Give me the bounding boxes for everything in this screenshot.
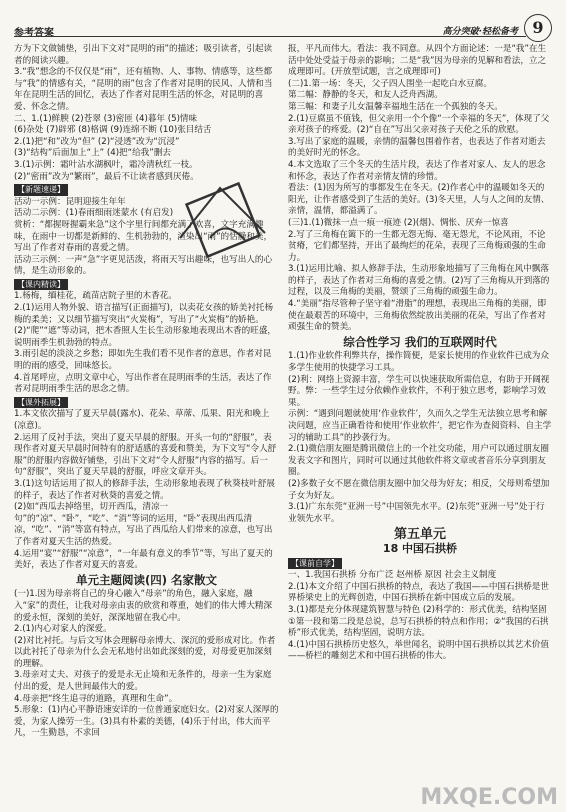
answer-text: 活动二示例：(1)春雨细雨迷蒙水 (有启发) bbox=[14, 208, 174, 219]
answer-text: 第二幅：静静的冬天，和友人泛舟西湖。 bbox=[288, 90, 443, 101]
section-label: 【课前自学】 bbox=[288, 558, 342, 570]
answer-text: 5.形象：(1)内心平静语速安详的一位普通家庭妇女。(2)对家人深厚的爱，为家人操劳一生。(3)具有朴素的美德，(4)乐于付出，伟大而平凡，一生勤恳，不求回 bbox=[14, 705, 279, 739]
page-number: 9 bbox=[524, 14, 552, 42]
answer-text: (2)“密雨”改为“繁雨”，最后不让读者感到厌倦。 bbox=[14, 171, 199, 182]
answer-text: (3)“结构”后面加上“上” (4)把“给我”删去 bbox=[14, 148, 171, 159]
answer-text: 3.雨引起的淡淡之乡愁；即如先生我们看不见作者的意思，作者对昆明的雨的感受，回味悠长。 bbox=[14, 349, 272, 372]
answer-text: (2)利：网络上资源丰富，学生可以快速获取所需信息，有助于开阔视野。弊：一些学生过分依赖作业软件，不利于独立思考，影响学习效果。 bbox=[288, 374, 550, 408]
watermark: MXQE.COM bbox=[420, 785, 558, 810]
page-header bbox=[0, 0, 566, 40]
answer-text: 4.(1)中国石拱桥历史悠久，举世闻名，说明中国石拱桥以其艺术价值——桥栏的雕刻艺术和中国石拱桥的伟大。 bbox=[288, 639, 549, 662]
unit-heading: 第五单元 bbox=[393, 527, 446, 543]
header-left-title: 参考答案 bbox=[14, 28, 54, 39]
answer-text: 2.(1)豆腐虽不值钱，但父亲用一个个像“一个幸福的冬天”，体现了父亲对孩子的疼爱。(2)“自在”写出父亲对孩子天伦之乐的欣慰。 bbox=[288, 113, 550, 136]
stamp-seal bbox=[165, 178, 283, 260]
answer-text: 1.(1)作业软件利弊共存，操作简便，是家长使用的作业软件已成为众多学生使用的快捷学习工具。 bbox=[288, 351, 549, 374]
answer-text: 4.本文选取了三个冬天的生活片段，表达了作者对家人、友人的思念和怀念，表达了作者对亲情友情的珍惜。 bbox=[288, 159, 546, 182]
answer-text: 2.(1)运用人物外貌、语言描写(正面描写)，以卖花女孩的娇美衬托杨梅的柔美；又以细节描写突出“火炭梅”，写出了“火炭梅”的娇艳。 bbox=[14, 303, 274, 325]
answer-text: 示例：“遇到问题就使用‘作业软件’，久而久之学生无法独立思考和解决问题，应当正确看待和使用‘作业软件’，把它作为查阅资料、自主学习的辅助工具”的抄袭行为。 bbox=[288, 409, 552, 443]
answer-text: 2.(1)本文介绍了中国石拱桥的特点，表达了我国——中国石拱桥是世界桥梁史上的光辉创造，中国石拱桥在新中国成立后的发展。 bbox=[288, 581, 549, 604]
answer-text: (2)如“西瓜去掉络里，切开西瓜，清凉一句”的“凉”、“卧”，“吃”、“消”等词的运用，“卧”表现出西瓜清凉，“吃”、“消”等富有特点，写出了西瓜给人们带来的凉意，也写出了作者对夏天生活的热爱。 bbox=[14, 502, 273, 547]
answer-text: 3.(1)示例：霜叶沾水湖枫叶，霜冷清秋红一枝。 bbox=[14, 159, 198, 170]
answer-text: 方为下文做铺垫，引出下文对“昆明的雨”的描述；吸引读者，引起读者的阅读兴趣。 bbox=[14, 44, 273, 66]
answer-text: 3.写出了家庭的温暖，亲情的温馨包围着作者，也表达了作者对逝去的美好时光的怀念。 bbox=[288, 136, 546, 159]
answer-text: (2)对比衬托。与后文写体会理解母亲博大、深沉的爱形成对比。作者以此衬托了母亲为什么会无私地付出如此深刻的爱，对母爱更加深刻的理解。 bbox=[14, 635, 276, 669]
answer-text: 报，平凡而伟大。看法：我不同意。从四个方面论述：一是“我”在生活中处处受益于母亲的影响；二是“我”因为母亲的见解和看法，立之成理即可。(开放型试题，言之成理即可) bbox=[288, 44, 547, 78]
answer-text: 3.母亲对丈夫、对孩子的爱是永无止境和无条件的，母亲一生为家庭付出的爱，是人世间最伟大的爱。 bbox=[14, 670, 272, 693]
answer-text: 2.写了三角梅在篱下的一生都无怨无悔、毫无怨尤，不论风雨，不论贫瘠，它们都坚持，开出了最绚烂的花朵，表现了三角梅顽强的生命力。 bbox=[288, 229, 546, 263]
answer-text: 4.首尾呼应，点明文章中心，写出作者在昆明雨季的生活，表达了作者对昆明雨季生活的思念之情。 bbox=[14, 372, 272, 395]
answer-text: 看法：(1)因为所写的事都发生在冬天。(2)作者心中的温暖如冬天的阳光，让作者感受到了生活的美好。(3)冬天里，人与人之间的友情、亲情，温情，都溢满了。 bbox=[288, 183, 550, 217]
answer-text: 2.(1)把“和”改为“但” (2)“浸透”改为“沉浸” bbox=[14, 136, 180, 147]
answer-text: 活动三示例：一声“急”字更见活泼，将雨天写出趣味，也写出人的心情，是生动形象的。 bbox=[14, 254, 273, 277]
answer-text: 第三幅：和妻子儿女温馨幸福地生活在一个孤独的冬天。 bbox=[288, 101, 503, 112]
answer-text: 二、1.(1)鲜腴 (2)苍翠 (3)密匝 (4)暮年 (5)情味 bbox=[14, 113, 198, 124]
answer-text: (2)多数子女不愿在微信朋友圈中加父母为好友；相反，父母则希望加子女为好友。 bbox=[288, 478, 550, 501]
lesson-heading: 18 中国石拱桥 bbox=[382, 541, 458, 555]
section-label: 【课外拓展】 bbox=[14, 397, 68, 409]
answer-text: 赏析：“都握呀握霸来急”这个字里行间都充满了欢喜，文字充满趣味，在雨中一切都是新鲜的、生机勃勃的，渲染出“雨”的恬静和美，写出了作者对春雨的喜爱之情。 bbox=[14, 219, 273, 254]
section-title: 综合性学习 我们的互联网时代 bbox=[343, 334, 497, 349]
answer-text: (二)1.第一场：冬天，父子四人围坐一起吃白水豆腐。 bbox=[288, 78, 492, 89]
answer-text: 3.(1)广东东莞“亚洲一号”中国领先水平。(2)东莞“亚洲一号”处于行业领先水平。 bbox=[288, 502, 545, 524]
answer-text: (6)杂处 (7)辟邪 (8)格调 (9)连绵不断 (10)张目结舌 bbox=[14, 125, 212, 136]
answer-text: (一)1.因为母亲将自己的身心融入“母亲”的角色，融入家庭，融入“家”的责任，让我对母亲由衷的欣赏和尊重，她们的伟大博大精深的爱永恒，深刻的美好，深深地留在我心中。 bbox=[14, 589, 273, 623]
answer-text: (2)“爬”“遮”等动词，把木香照人生长生动形象地表现出木香的旺盛，说明雨季生机勃勃的特点。 bbox=[14, 326, 277, 348]
answer-text: 活动一示例：昆明迎接生年年 bbox=[14, 196, 126, 207]
right-column bbox=[288, 44, 552, 663]
answer-text: 3.(1)运用比喻、拟人修辞手法，生动形象地描写了三角梅在风中飘落的样子，表达了作者对三角梅的喜爱之情。(2)写了三角梅从开到落的过程，以及三角梅的美丽，赞颂了三角梅的顽强生命力。 bbox=[288, 264, 550, 298]
answer-text: 3.“我”想念的不仅仅是“雨”，还有植物、人、事物、情感等，这些都与“我”的情感有关，“昆明的雨”包含了作者对昆明的民风、人情和当年在昆明生活的回忆，表达了作者对昆明生活的怀念，对昆明的喜爱、怀念之情。 bbox=[14, 67, 273, 112]
answer-text: 2.(1)微信朋友圈是腾讯微信上的一个社交功能，用户可以通过朋友圈发表文字和图片，同时可以通过其他软件将文章或者音乐分享到朋友圈。 bbox=[288, 444, 549, 478]
answer-text: 一、1.我国石拱桥 分布广泛 赵州桥 原因 社会主义制度 bbox=[288, 570, 497, 581]
answer-text: 3.(1)这句话运用了拟人的修辞手法，生动形象地表现了秋葵枝叶舒展的样子，表达了作者对秋葵的喜爱之情。 bbox=[14, 478, 275, 501]
header-slogan: 高分突破·轻松备考 bbox=[442, 27, 518, 37]
answer-text: 2.运用了反衬手法，突出了夏天早晨的舒服。开头一句的“舒服”，表现作者对夏天早晨时间特有的舒适感的喜爱和赞美，为下文写“令人舒服”的舒服内容做好铺垫，引出下文对“令人舒服”内容的描写。后一句“舒服”，突出了夏天早晨的舒服，呼应文章开头。 bbox=[14, 432, 277, 478]
section-label: 【新题速递】 bbox=[14, 184, 68, 196]
answer-text: 4.运用“宴”“舒服”“凉意”，“一年最有意义的季节”等，写出了夏天的美好，表达了作者对夏天的喜爱。 bbox=[14, 548, 273, 571]
section-title: 单元主题阅读(四) 名家散文 bbox=[75, 572, 217, 587]
left-column bbox=[14, 44, 279, 740]
answer-text: 1.杨梅，缅桂花，疏苗店院子里的木香花。 bbox=[14, 291, 177, 302]
answer-text: 2.(1)内心对家人的深爱。 bbox=[14, 624, 112, 635]
answer-text: (三)1.(1)微抹一点一痕一痕迹 (2)(烟)、惆怅、厌弃一惊喜 bbox=[288, 217, 509, 228]
answer-text: 1.本文依次描写了夏天早晨(露水)、花朵、草蓆、瓜果、阳光和晚上(凉意)。 bbox=[14, 409, 270, 431]
answer-text: 3.(1)都是充分体现建筑智慧与特色 (2)科学的：形式优美，结构坚固 ①第一段和第二段是总说，总写石拱桥的特点和作用；②“我国的石拱桥”形式优美，结构坚固，说明方法。 bbox=[288, 604, 549, 639]
answer-text: 4.“美丽”指尽管种子坚守着“滑脂”的理想，表现出三角梅的美丽，即使在最艰苦的环境中，三角梅依然绽放出美丽的花朵，写出了作者对顽强生命的赞美。 bbox=[288, 299, 547, 333]
section-label: 【课内精读】 bbox=[14, 279, 68, 291]
answer-text: 4.母亲把“终生追寻的道路，真理和生命”。 bbox=[14, 693, 178, 704]
